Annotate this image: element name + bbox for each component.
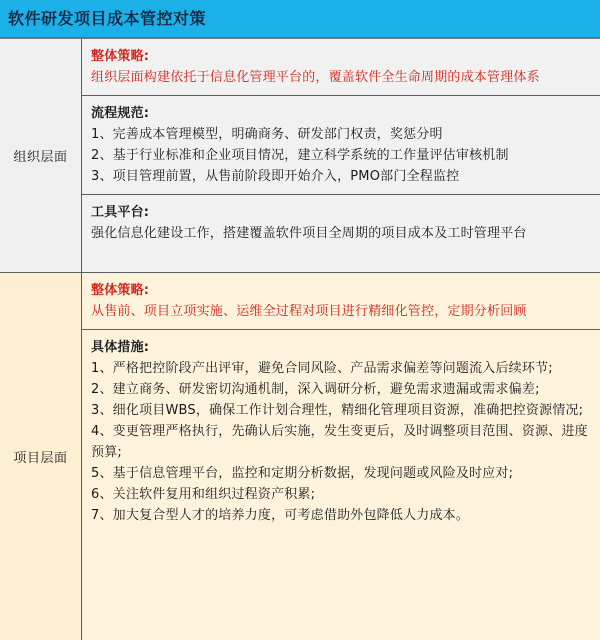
layer-label-organization: 组织层面	[0, 39, 82, 272]
list-item: 2、建立商务、研发密切沟通机制，深入调研分析，避免需求遗漏或需求偏差;	[91, 381, 540, 397]
list-item: 1、严格把控阶段产出评审，避免合同风险、产品需求偏差等问题流入后续环节;	[91, 360, 553, 376]
block-heading-tool-platform: 工具平台:	[91, 205, 150, 221]
block-project-overall-strategy	[82, 273, 600, 330]
block-heading-overall-strategy: 整体策略:	[91, 49, 150, 64]
block-heading-project-overall-strategy: 整体策略:	[91, 282, 150, 298]
list-item: 5、基于信息管理平台，监控和定期分析数据，发现问题或风险及时应对;	[91, 465, 514, 481]
list-item: 3、细化项目WBS，确保工作计划合理性，精细化管理项目资源，准确把控资源情况;	[91, 402, 584, 418]
block-organization-overall-strategy	[82, 39, 600, 96]
block-organization-tool-platform	[82, 195, 600, 271]
list-item: 4、变更管理严格执行，先确认后实施，发生变更后，及时调整项目范围、资源、进度预算;	[91, 423, 588, 460]
list-item: 3、项目管理前置，从售前阶段即开始介入，PMO部门全程监控	[91, 169, 460, 185]
block-line-project-overall-strategy: 从售前、项目立项实施、运维全过程对项目进行精细化管控，定期分析回顾	[91, 303, 527, 319]
list-item: 6、关注软件复用和组织过程资产积累;	[91, 487, 316, 503]
block-organization-process-norms	[82, 96, 600, 195]
table-row-organization-layer	[0, 39, 600, 273]
specific-measures-list	[91, 358, 594, 526]
organization-layer-blocks	[82, 39, 600, 272]
block-line-overall-strategy: 组织层面构建依托于信息化管理平台的，覆盖软件全生命周期的成本管理体系	[91, 70, 540, 86]
block-project-specific-measures	[82, 330, 600, 640]
block-heading-specific-measures: 具体措施:	[91, 339, 150, 355]
block-line-tool-platform: 强化信息化建设工作，搭建覆盖软件项目全周期的项目成本及工时管理平台	[91, 226, 527, 242]
layers-table	[0, 38, 600, 640]
project-layer-blocks	[82, 273, 600, 640]
list-item: 7、加大复合型人才的培养力度，可考虑借助外包降低人力成本。	[91, 508, 470, 524]
layer-label-project: 项目层面	[0, 273, 82, 640]
list-item: 2、基于行业标准和企业项目情况，建立科学系统的工作量评估审核机制	[91, 148, 509, 164]
list-item: 1、完善成本管理模型，明确商务、研发部门权责，奖惩分明	[91, 127, 443, 143]
block-heading-process-norms: 流程规范:	[91, 106, 150, 122]
document-title-banner	[0, 0, 600, 38]
page-title: 软件研发项目成本管控对策	[8, 8, 207, 28]
table-row-project-layer	[0, 273, 600, 640]
process-norms-list	[91, 124, 594, 187]
